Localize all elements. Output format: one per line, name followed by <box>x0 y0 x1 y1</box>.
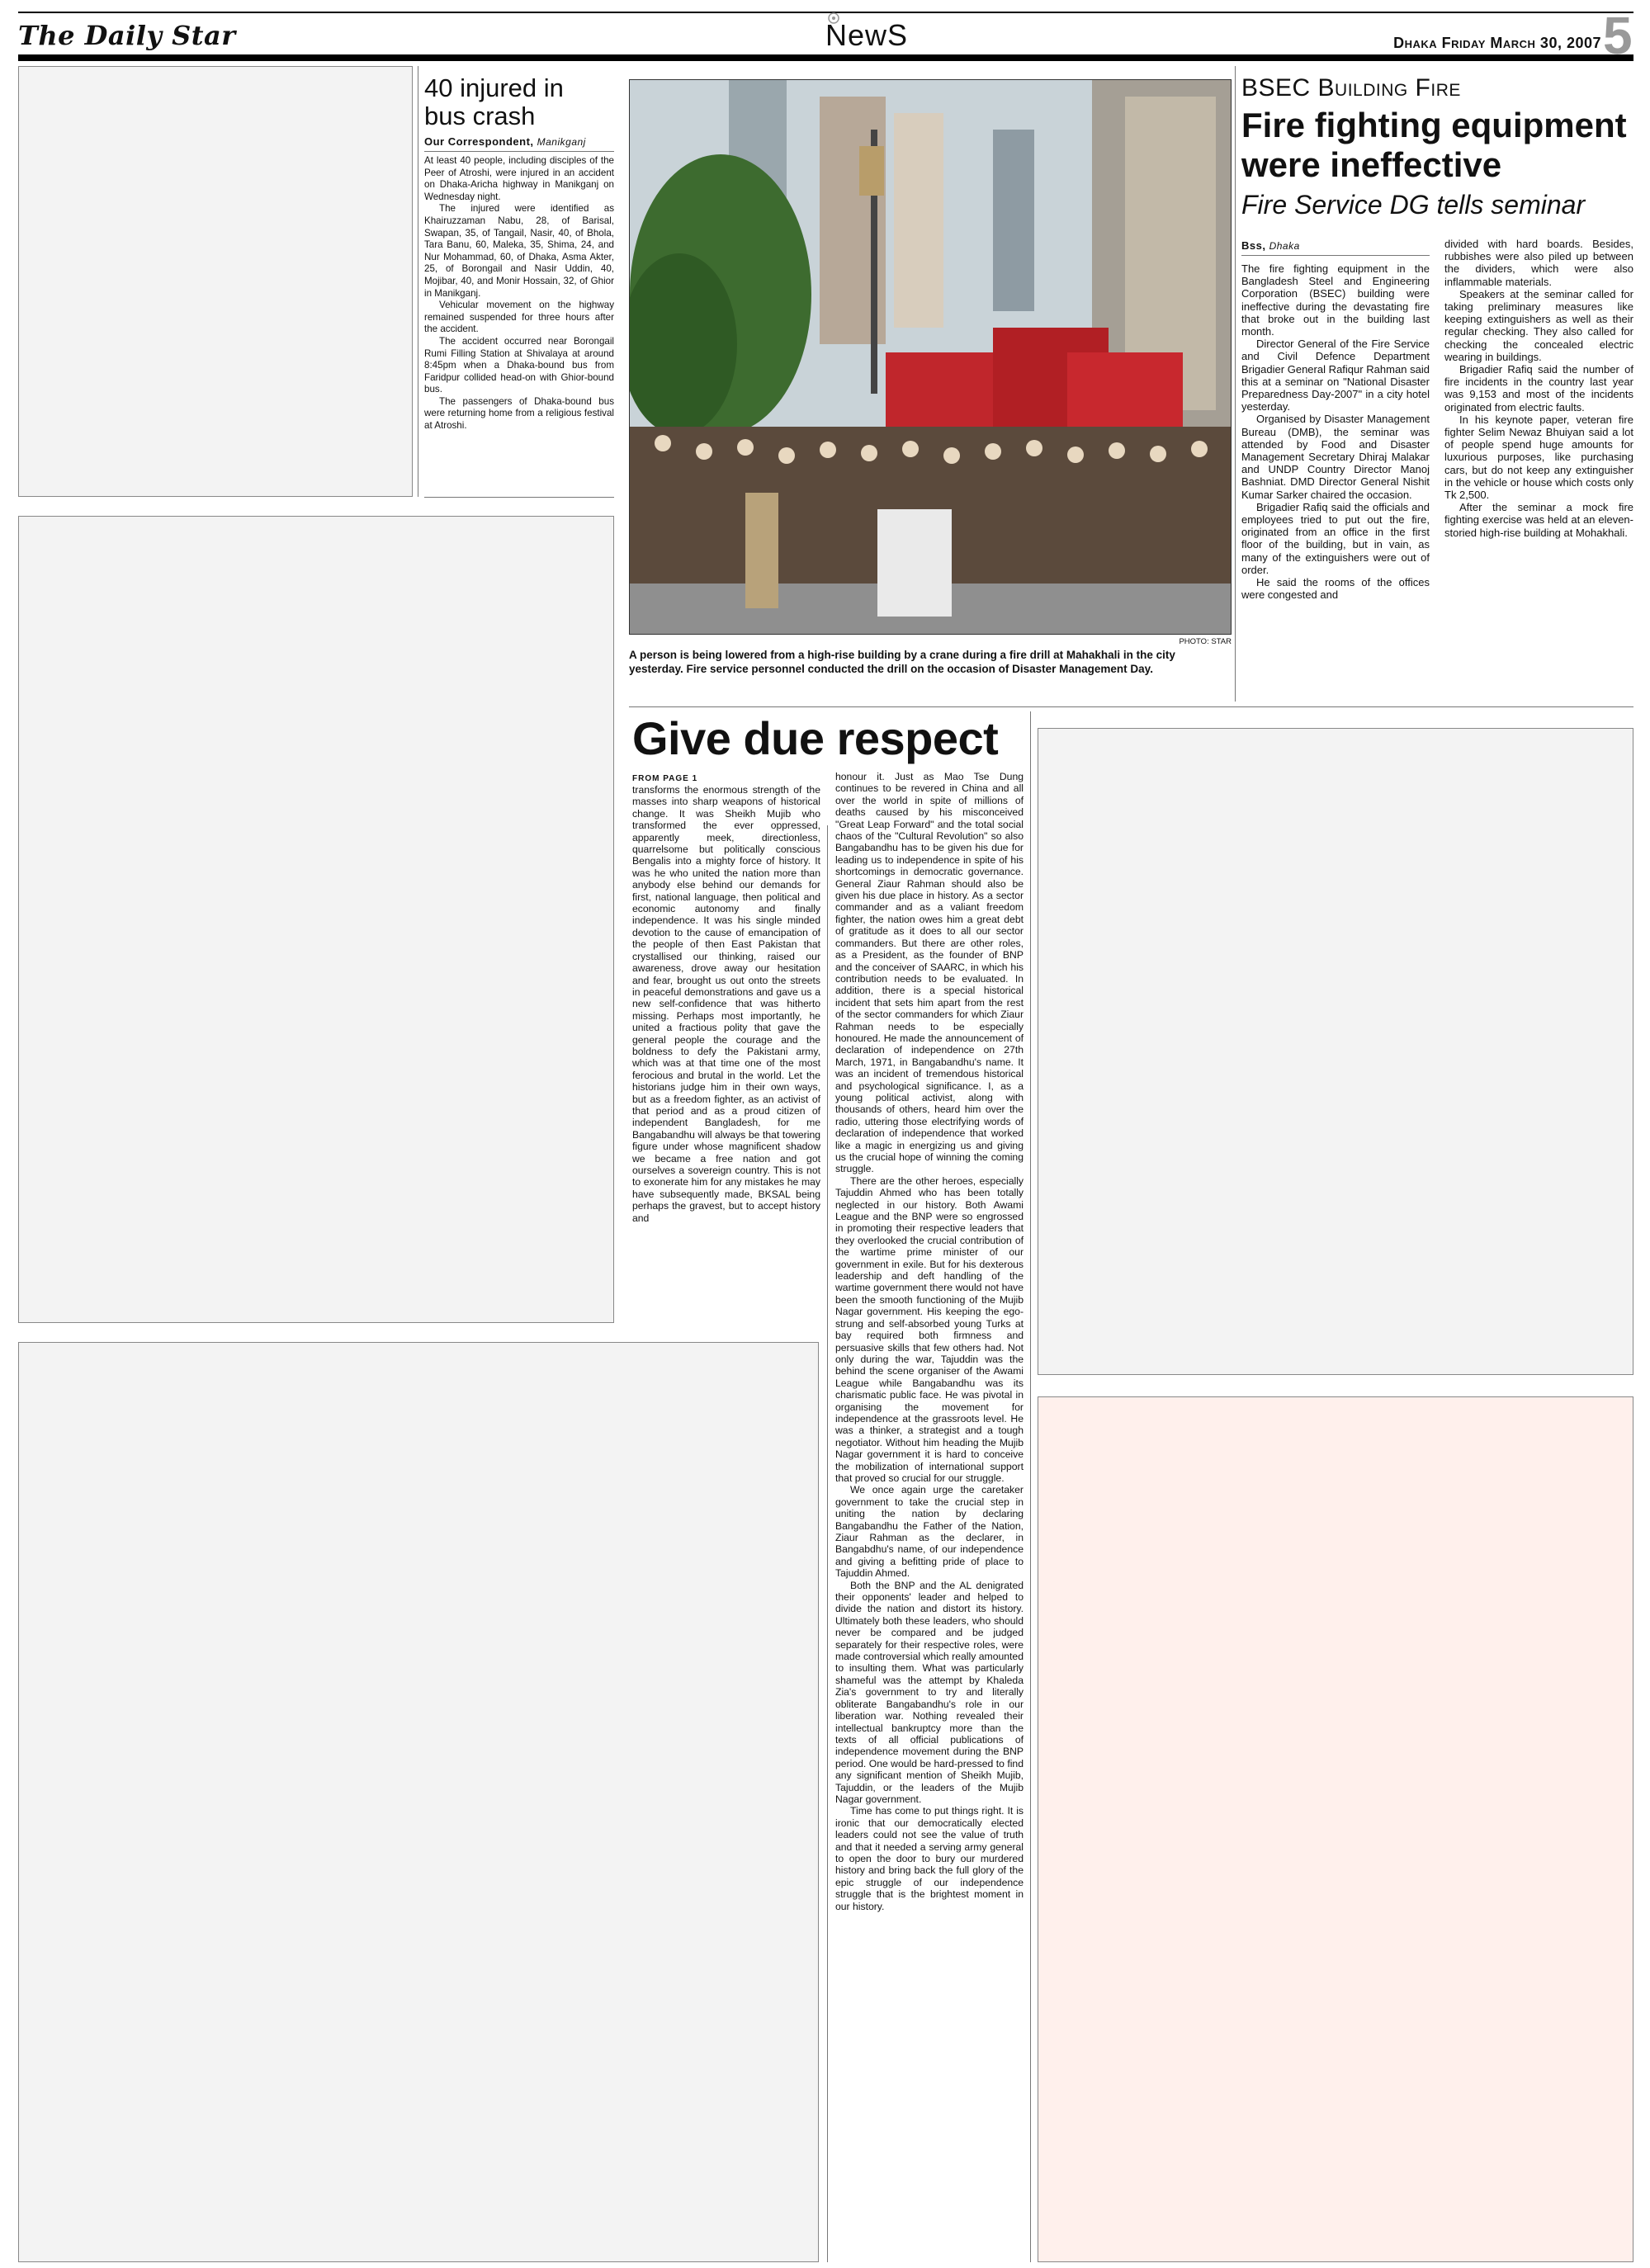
paragraph: The injured were identified as Khairuzzaman Nabu, 28, of Barisal, Swapan, 35, of Tangail, Nasir, 40, of Bhola, Tara Banu, 60, Maleka, 35, Shima, 24, and Nur Mohammad, 60, of Dhaka, Asma Akter, 25, of Borongail and Nasir Uddin, 40, Mojibar, 40, and Monir Hossain, 32, of Ghior in Manikganj. <box>424 203 614 299</box>
paragraph: After the seminar a mock fire fighting exercise was held at an eleven- storied high-rise building at Mohakhali. <box>1444 501 1633 539</box>
paragraph: The accident occurred near Borongail Rumi Filling Station at Shivalaya at around 8:45pm when a Dhaka-bound bus from Faridpur collided head-on with Ghior-bound bus. <box>424 335 614 395</box>
paragraph: honour it. Just as Mao Tse Dung continues to be revered in China and all over the world in spite of millions of deaths caused by his misconceived "Great Leap Forward" and the total social chaos of the "Cultural Revolution" so also Bangabandhu has to be given his due for leading us to independence in spite of his shortcomings in democratic governance. General Ziaur Rahman should also be given his due place in history. As a sector commander and as a valiant freedom fighter, the nation owes him a great debt of gratitude as it does to all our sector commanders. But there are other roles, as a President, as the founder of BNP and the conceiver of SAARC, in which his contribution needs to be evaluated. In addition, there is a special historical incident that sets him apart from the rest of the sector commanders for which Ziaur Rahman needs to be especially honoured. He made the announcement of declaration of independence on 27th March, 1971, in Bangabandhu's name. It was an incident of tremendous historical and psychological significance. I, as a young political activist, along with thousands of others, heard him over the radio, uttering those electrifying words of declaration of independence that worked like a magic in energizing us and giving us the crucial hope of winning the coming struggle. <box>835 771 1024 1175</box>
article-fire <box>1241 74 1633 220</box>
deck: Fire Service DG tells seminar <box>1241 190 1586 220</box>
paragraph: At least 40 people, including disciples of the Peer of Atroshi, were injured in an accident on Dhaka-Aricha highway in Manikganj on Wednesday night. <box>424 155 614 202</box>
byline: Bss, Dhaka <box>1241 239 1430 256</box>
article-body <box>424 155 614 432</box>
dateline: Dhaka Friday March 30, 2007 <box>1393 35 1601 51</box>
column-rule <box>424 497 614 498</box>
fire-drill-photo <box>629 79 1232 635</box>
paragraph: Time has come to put things right. It is ironic that our democratically elected leaders could not see the value of truth and that it needed a serving army general to open the door to bury our murdered history and bring back the full glory of the epic struggle of our independence struggle that is the brightest moment in our history. <box>835 1805 1024 1912</box>
paragraph: He said the rooms of the offices were congested and <box>1241 576 1430 602</box>
paragraph: There are the other heroes, especially Tajuddin Ahmed who has been totally neglected in our history. Both Awami League and the BNP were so engrossed in promoting their respective leaders that they overlooked the crucial contribution of the wartime prime minister of our government in exile. But for his dexterous leadership and deft handling of the wartime government there would not have been the smooth functioning of the Mujib Nagar government. His keeping the ego-strung and self-absorbed young Turks at bay required both firmness and persuasive skills that few others had. Not only during the war, Tajuddin was the behind the scene organiser of the Awami League while Bangabandhu was its charismatic public face. He was pivotal in organising the movement for independence at the grassroots level. He was a thinker, a strategist and a tough negotiator. Without him heading the Mujib Nagar government it is hard to conceive the mobilization of international support that proved so crucial for our struggle. <box>835 1174 1024 1484</box>
ad-placeholder-left-middle <box>18 516 614 1323</box>
article-body-col2 <box>1444 238 1633 539</box>
ad-placeholder-top-left <box>18 66 413 497</box>
kicker: BSEC Building Fire <box>1241 74 1461 102</box>
section-title: NewS <box>825 18 909 52</box>
column-rule <box>1235 66 1236 702</box>
page-number: 5 <box>1603 6 1633 65</box>
paragraph: Brigadier Rafiq said the number of fire incidents in the country last year was 9,153 and most of the incidents originated from electric faults. <box>1444 363 1633 413</box>
paragraph: The fire fighting equipment in the Bangladesh Steel and Engineering Corporation (BSEC) building were ineffective during the devastating fire that broke out in the building last month. <box>1241 262 1430 338</box>
paragraph: Director General of the Fire Service and Civil Defence Department Brigadier General Rafiqur Rahman said this at a seminar on "National Disaster Preparedness Day-2007" in a city hotel yesterday. <box>1241 338 1430 413</box>
paragraph: In his keynote paper, veteran fire fighter Selim Newaz Bhuiyan said a lot of people spend huge amounts for luxurious purposes, like purchasing cars, but do not keep any extinguisher in the vehicle or house which costs only Tk 2,500. <box>1444 413 1633 502</box>
paragraph: Both the BNP and the AL denigrated their opponents' leader and helped to divide the nation and distort its history. Ultimately both these leaders, who should never be compared and be judged separately for their respective roles, were made controversial which really amounted to insulting them. What was particularly shameful was the attempt by Khaleda Zia's government to try and literally obliterate Bangabandhu's role in our liberation war. Nothing revealed their intellectual bankruptcy more than the texts of all official publications of independence movement during the BNP period. One would be hard-pressed to find any significant mention of Sheikh Mujib, Tajuddin, or the leaders of the Mujib Nagar government. <box>835 1579 1024 1805</box>
ad-placeholder-right-middle <box>1038 728 1633 1375</box>
headline-bus-crash: 40 injured in bus crash <box>424 73 564 130</box>
paragraph: The passengers of Dhaka-bound bus were returning home from a religious festival at Atroshi. <box>424 395 614 432</box>
from-page-label: FROM PAGE 1 <box>632 774 698 783</box>
byline: Our Correspondent, Manikganj <box>424 135 614 152</box>
paragraph: transforms the enormous strength of the masses into sharp weapons of historical change. It was Sheikh Mujib who transformed the ever oppressed, apparently meek, directionless, quarrelsome but politically conscious Bengalis into a mighty force of history. It was he who united the nation more than anybody else behind our demands for first, national language, then political and economic autonomy and finally independence. It was his single minded devotion to the cause of emancipation of the people of then East Pakistan that crystallised our thinking, raised our awareness, drove away our hesitation and fear, brought us out onto the streets in peaceful demonstrations and gave us a new self-confidence that was hitherto missing. Perhaps most importantly, he united a fractious polity that gave the general people the courage and the boldness to defy the Pakistani army, which was at that time one of the most ferocious and brutal in the world. Let the historians judge him in their own ways, but as a freedom fighter, as an activist of that period and as a proud citizen of independent Bangladesh, for me Bangabandhu will always be that towering figure under whose magnificent shadow we became a free nation and got ourselves a sovereign country. This is not to exonerate him for any mistakes he may have subsequently made, BKSAL being perhaps the gravest, but to accept history and <box>632 784 820 1224</box>
paragraph: Organised by Disaster Management Bureau (DMB), the seminar was attended by Food and Disaster Management Secretary Dhiraj Malakar and UNDP Country Director Manoj Bashniat. DMD Director General Nishit Kumar Sarker chaired the occasion. <box>1241 413 1430 501</box>
article-bus-crash <box>424 74 614 432</box>
paragraph: Vehicular movement on the highway remained suspended for three hours after the accident. <box>424 300 614 335</box>
article-body-col1 <box>1241 262 1430 601</box>
column-rule <box>1030 711 1031 2262</box>
headline-fire: Fire fighting equipment were ineffective <box>1241 106 1627 184</box>
photo-caption: A person is being lowered from a high-rise building by a crane during a fire drill at Mahakhali in the city yesterday. Fire service personnel conducted the drill on the occasion of Disaster Management Day. <box>629 649 1175 675</box>
photo-credit: PHOTO: STAR <box>1179 637 1232 646</box>
fire-drill-illustration <box>630 80 1232 635</box>
paragraph: Speakers at the seminar called for taking preliminary measures like keeping extinguishers as well as their regular checking. They also called for checking the concealed electric wearing in buildings. <box>1444 287 1633 363</box>
article-body-col2 <box>835 771 1024 1912</box>
column-rule <box>629 706 1633 707</box>
paragraph: divided with hard boards. Besides, rubbishes were also piled up between the dividers, which were also inflammable materials. <box>1444 238 1633 288</box>
ad-placeholder-bottom-left <box>18 1342 819 2262</box>
headline-respect: Give due respect <box>632 712 999 764</box>
newspaper-logo: The Daily Star <box>18 20 236 51</box>
paragraph: We once again urge the caretaker government to take the crucial step in uniting the nation by declaring Bangabandhu the Father of the Nation, Ziaur Rahman as the declarer, in Bangabdhu's name, of our independence and giving a befitting pride of place to Tajuddin Ahmed. <box>835 1484 1024 1580</box>
ad-placeholder-bottom-right <box>1038 1396 1633 2262</box>
paragraph: Brigadier Rafiq said the officials and employees tried to put out the fire, originated from an office in the first floor of the building, but in vain, as many of the extinguishers were out of order. <box>1241 500 1430 576</box>
column-rule <box>827 825 828 2262</box>
article-body-col1 <box>632 784 820 1224</box>
